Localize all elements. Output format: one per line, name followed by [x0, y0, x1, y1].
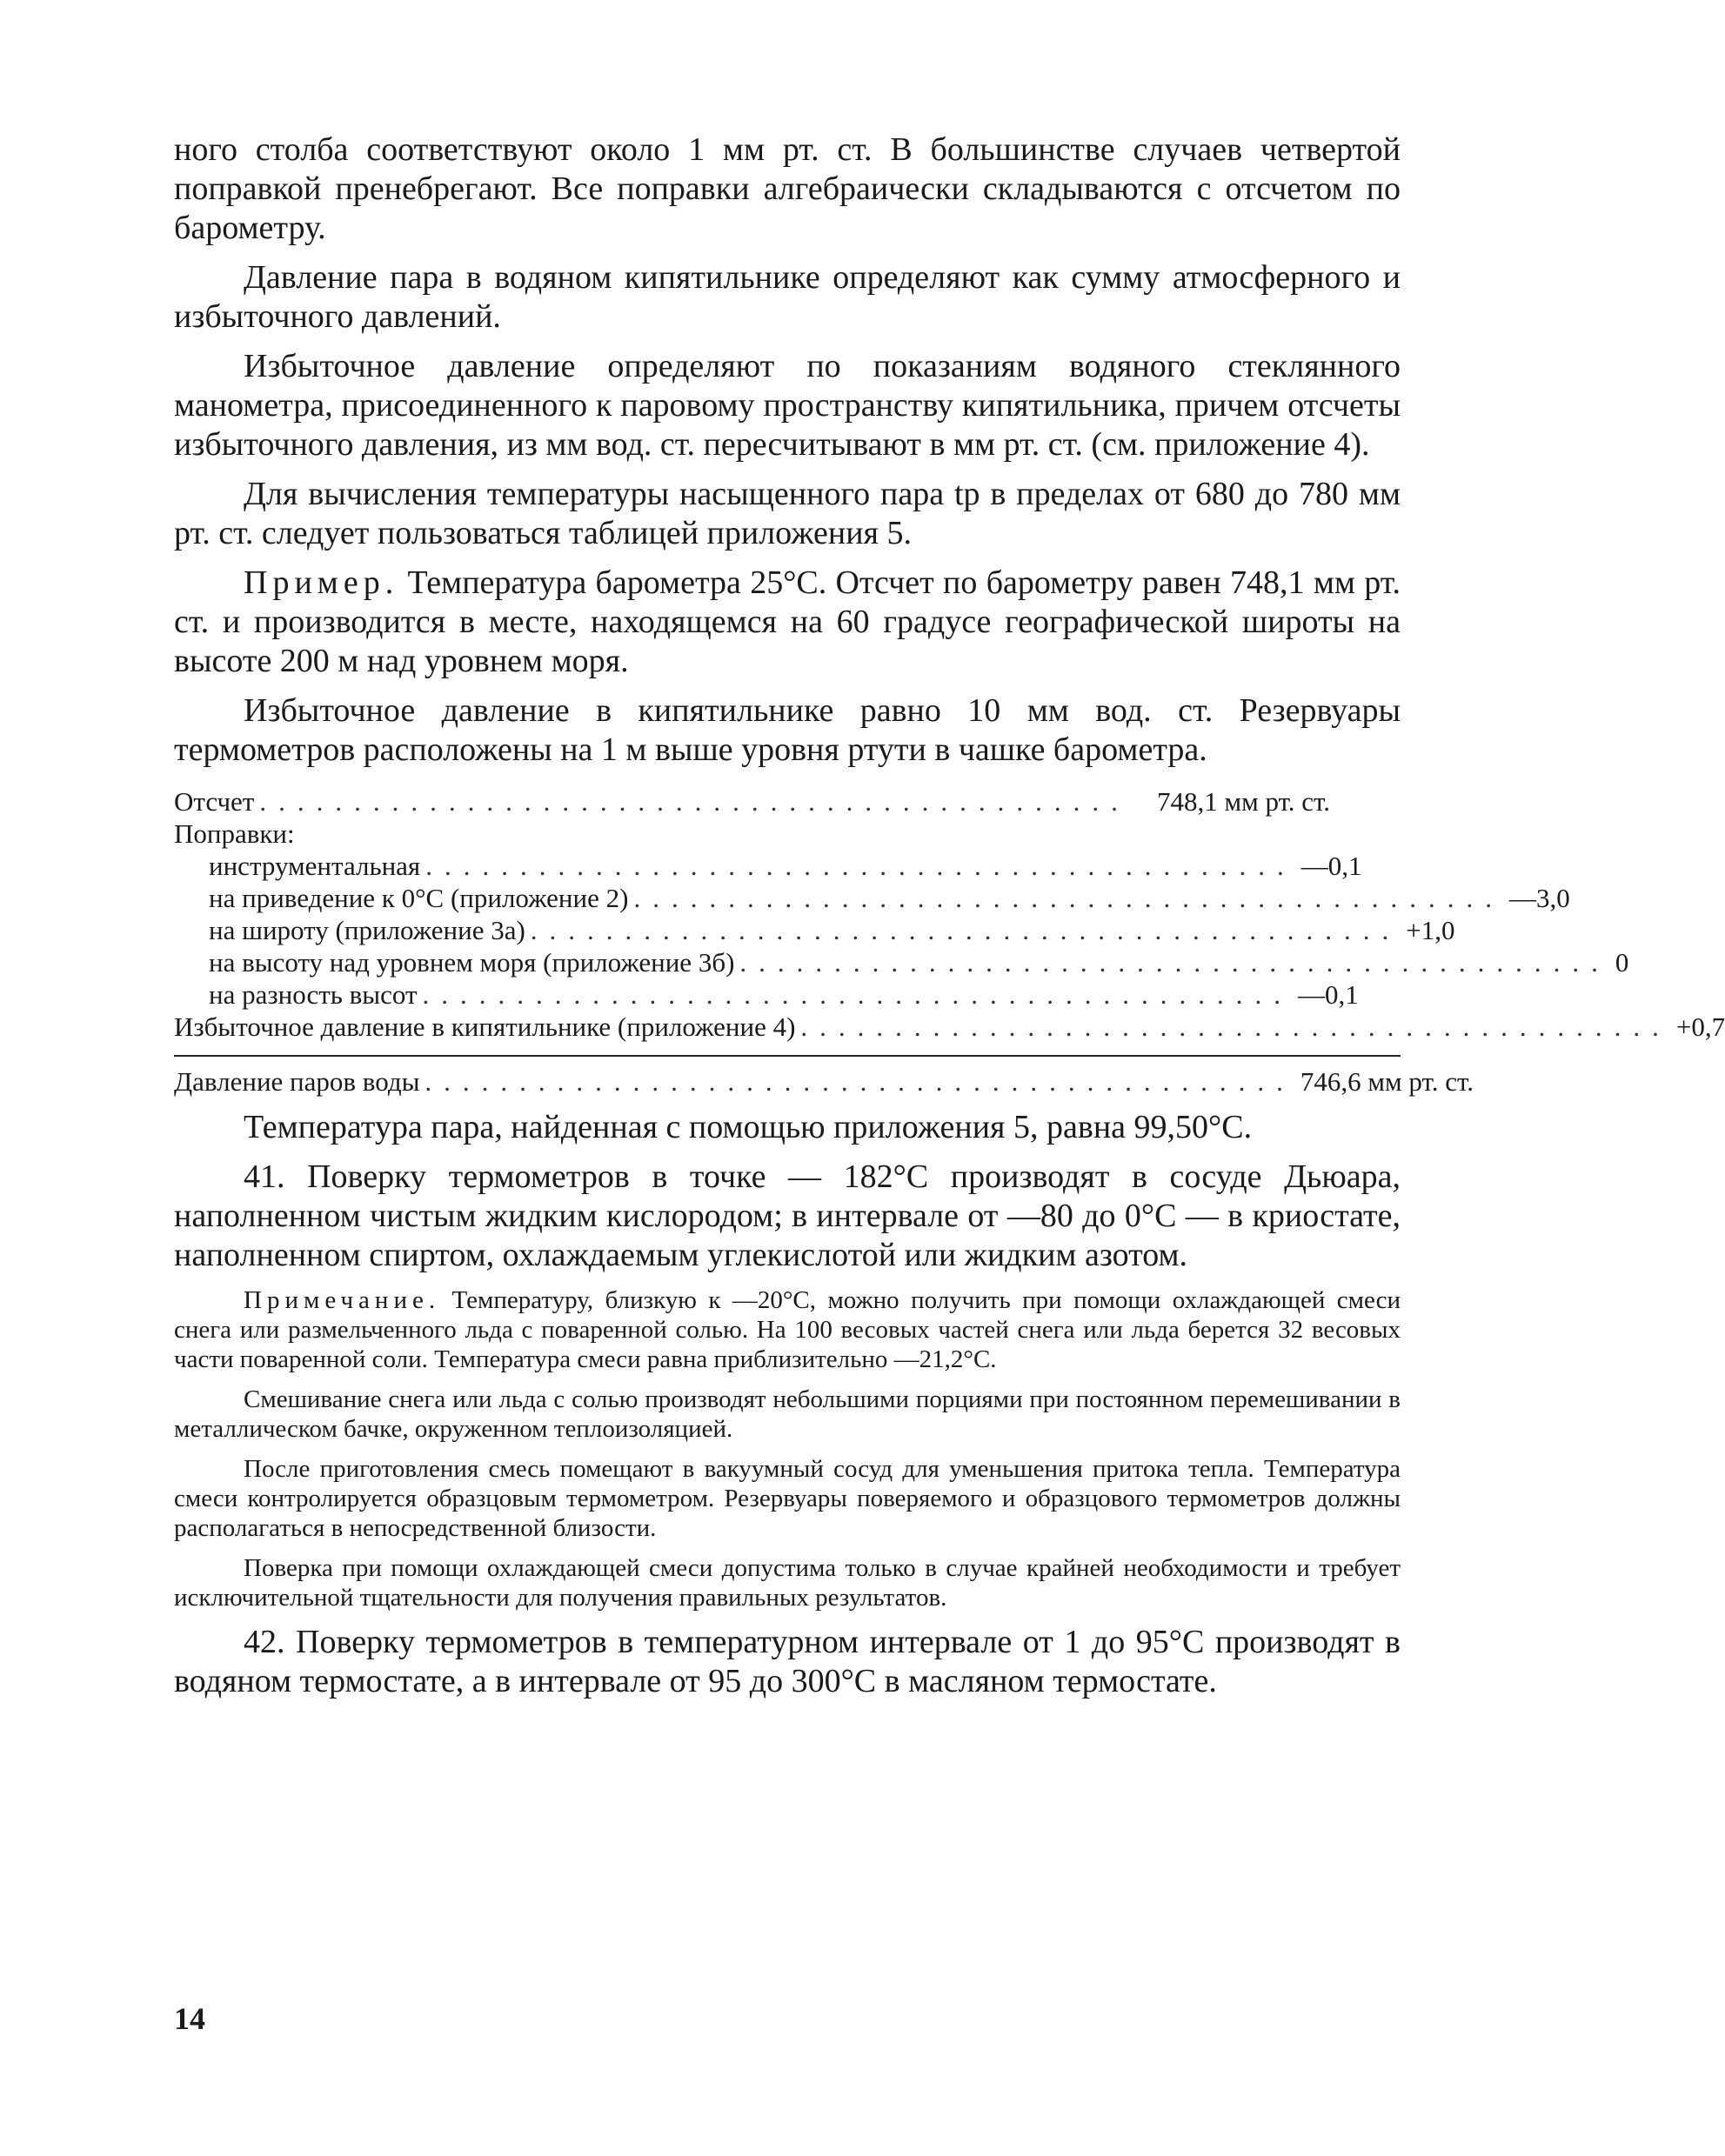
table-divider [174, 1055, 1401, 1057]
note-paragraph: После приготовления смесь помещают в вакуумный сосуд для уменьшения притока тепла. Температура смеси контролируется образцовым термометром. Резервуары поверяемого и образцового термометров должны располагаться в непосредственной близости. [174, 1455, 1401, 1542]
table-row-reading: Отсчет .............................................. 748,1 мм рт. ст. [174, 785, 1401, 818]
table-row: на широту (приложение 3а) .............................................. +1,0 [209, 915, 1455, 945]
note-paragraph: Смешивание снега или льда с солью производят небольшими порциями при постоянном перемешивании в металлическом бачке, окруженном теплоизоляцией. [174, 1385, 1401, 1443]
paragraph-continuation: ного столба соответствуют около 1 мм рт. ст. В большинстве случаев четвертой поправкой пренебрегают. Все поправки алгебраически складываются с отсчетом по барометру. [174, 131, 1401, 246]
note-paragraph [174, 1285, 1401, 1374]
table-row-total: Давление паров воды .............................................. 746,6 мм рт. ст. [174, 1066, 1474, 1097]
total-value: 746,6 мм рт. ст. [1300, 1066, 1474, 1097]
note-lead: Примечание. [244, 1286, 441, 1314]
table-row: на приведение к 0°С (приложение 2) .............................................. —3,0 [209, 883, 1570, 913]
paragraph-saturated-temp: Для вычисления температуры насыщенного пара tp в пределах от 680 до 780 мм рт. ст. следует пользоваться таблицей приложения 5. [174, 476, 1401, 551]
paragraph-excess-value: Избыточное давление в кипятильнике равно 10 мм вод. ст. Резервуары термометров расположены на 1 м выше уровня ртути в чашке барометра. [174, 692, 1401, 768]
excess-label: Избыточное давление в кипятильнике (приложение 4) [174, 1011, 796, 1042]
paragraph-example [174, 564, 1401, 681]
table-row: на разность высот .............................................. —0,1 [209, 979, 1359, 1010]
table-row-excess: Избыточное давление в кипятильнике (приложение 4) .............................................. +0,7 [174, 1011, 1725, 1042]
reading-value: 748,1 мм рт. ст. [1157, 786, 1331, 817]
page-number: 14 [174, 2001, 205, 2036]
corrections-label: Поправки: [174, 818, 295, 849]
note-paragraph: Поверка при помощи охлаждающей смеси допустима только в случае крайней необходимости и требует исключительной тщательности для получения правильных результатов. [174, 1554, 1401, 1612]
example-lead: Пример. [244, 564, 399, 601]
paragraph-41: 41. Поверку термометров в точке — 182°С производят в сосуде Дьюара, наполненном чистым жидким кислородом; в интервале от —80 до 0°С — в криостате, наполненном спиртом, охлаждаемым углекислотой или жидким азотом. [174, 1158, 1401, 1273]
reading-label: Отсчет [174, 786, 255, 817]
paragraph-42: 42. Поверку термометров в температурном интервале от 1 до 95°С производят в водяном термостате, а в интервале от 95 до 300°С в масляном термостате. [174, 1624, 1401, 1699]
paragraph-vapor-pressure: Давление пара в водяном кипятильнике определяют как сумму атмосферного и избыточного давлений. [174, 259, 1401, 335]
table-row-corrections-header [174, 818, 1401, 850]
total-label: Давление паров воды [174, 1066, 420, 1097]
note-text: Температуру, близкую к —20°С, можно получить при помощи охлаждающей смеси снега или размельченного льда с поваренной солью. На 100 весовых частей снега или льда берется 32 весовых части поваренной соли. Температура смеси равна приблизительно —21,2°С. [174, 1286, 1401, 1373]
paragraph-excess-pressure: Избыточное давление определяют по показаниям водяного стеклянного манометра, присоединенного к паровому пространству кипятильника, причем отсчеты избыточного давления, из мм вод. ст. пересчитывают в мм рт. ст. (см. приложение 4). [174, 348, 1401, 463]
table-row: инструментальная .............................................. —0,1 [209, 851, 1362, 881]
calculation-table [174, 785, 1725, 1098]
excess-value: +0,7 [1675, 1011, 1725, 1042]
example-text: Температура барометра 25°С. Отсчет по барометру равен 748,1 мм рт. ст. и производится в месте, находящемся на 60 градусе географической широты на высоте 200 м над уровнем моря. [174, 564, 1401, 679]
paragraph-steam-temp: Температура пара, найденная с помощью приложения 5, равна 99,50°С. [244, 1109, 1253, 1145]
page-content [174, 130, 1725, 1701]
table-row: на высоту над уровнем моря (приложение 3б) .............................................. 0 [209, 947, 1629, 978]
